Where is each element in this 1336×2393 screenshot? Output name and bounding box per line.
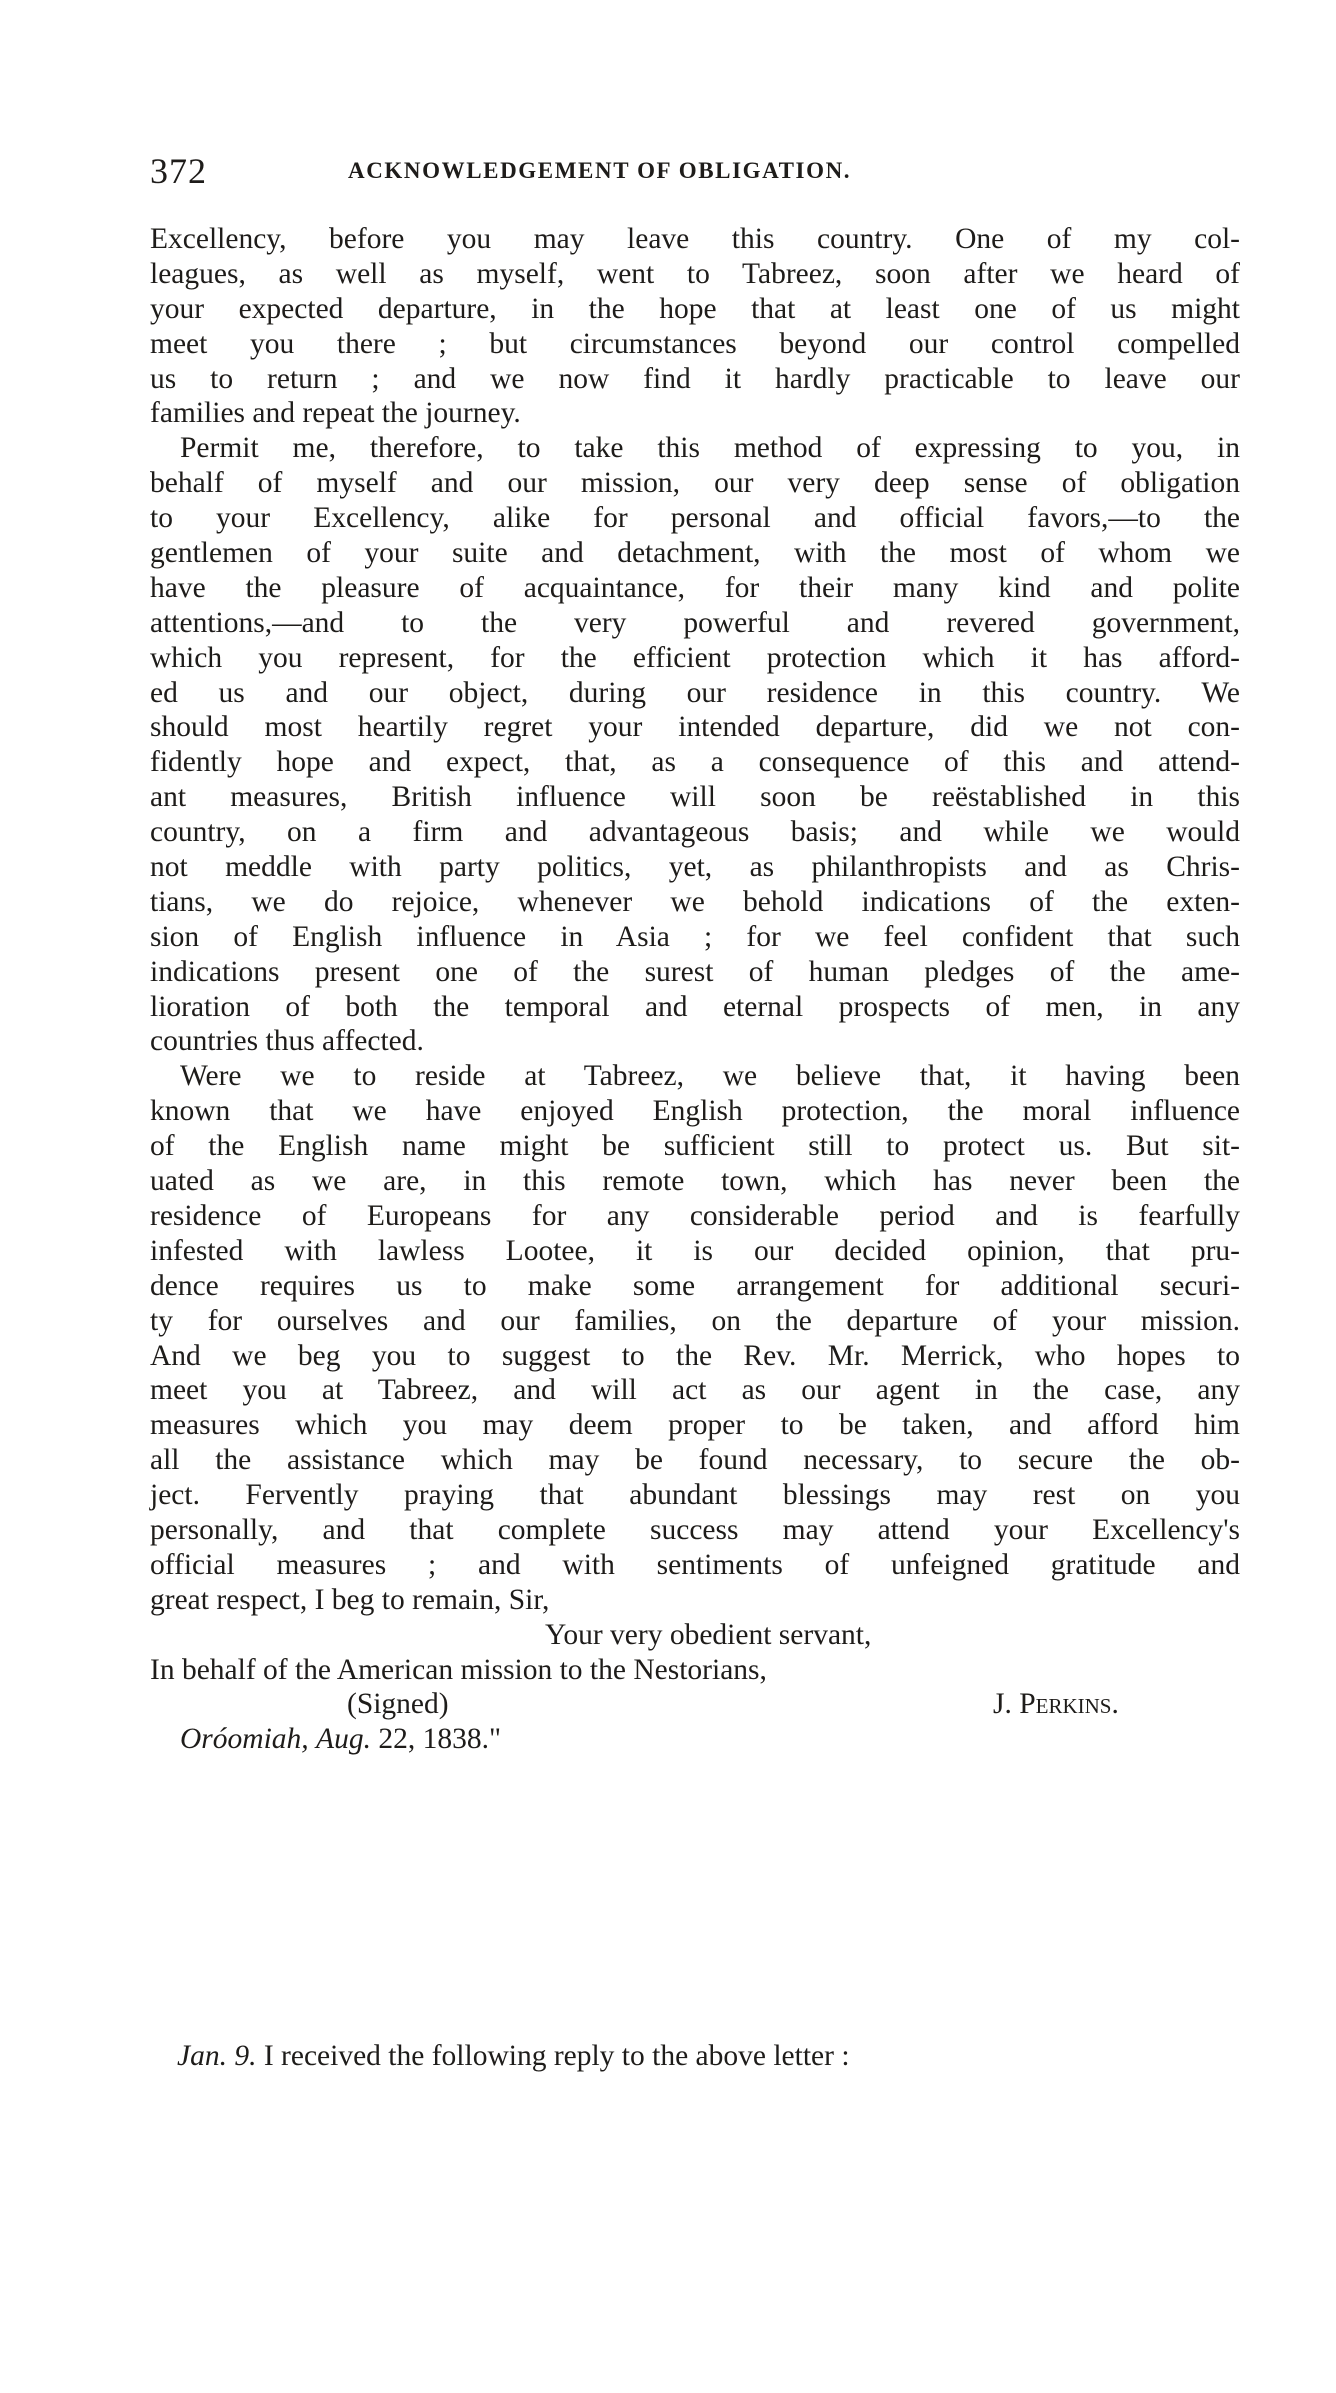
date-month: Aug. — [316, 1723, 371, 1756]
paragraph-start: Permit me, therefore, to take this method of expressing to you, in — [180, 432, 1240, 465]
text-line: sion of English influence in Asia ; for we feel confident that such — [150, 920, 1240, 953]
text-line: of the English name might be sufficient still to protect us. But sit- — [150, 1130, 1240, 1163]
text-line: official measures ; and with sentiments of unfeigned gratitude and — [150, 1548, 1240, 1581]
text-line: countries thus affected. — [150, 1025, 424, 1058]
text-line: your expected departure, in the hope that at least one of us might — [150, 292, 1240, 325]
text-line: gentlemen of your suite and detachment, with the most of whom we — [150, 537, 1240, 570]
text-line: ject. Fervently praying that abundant blessings may rest on you — [150, 1479, 1240, 1512]
closing-salutation: Your very obedient servant, — [545, 1618, 872, 1651]
text-line: great respect, I beg to remain, Sir, — [150, 1583, 550, 1616]
text-line: infested with lawless Lootee, it is our decided opinion, that pru- — [150, 1234, 1240, 1267]
letter-body — [150, 222, 1240, 1757]
text-line: And we beg you to suggest to the Rev. Mr. Merrick, who hopes to — [150, 1339, 1240, 1372]
text-line: attentions,—and to the very powerful and revered government, — [150, 606, 1240, 639]
reply-date: Jan. 9. — [177, 2040, 257, 2072]
text-line: indications present one of the surest of human pledges of the ame- — [150, 955, 1240, 988]
text-line: not meddle with party politics, yet, as philanthropists and as Chris- — [150, 851, 1240, 884]
text-line: country, on a firm and advantageous basis; and while we would — [150, 816, 1240, 849]
text-line: measures which you may deem proper to be taken, and afford him — [150, 1409, 1240, 1442]
text-line: families and repeat the journey. — [150, 397, 521, 430]
text-line: tians, we do rejoice, whenever we behold indications of the exten- — [150, 885, 1240, 918]
signature-row — [150, 1687, 1240, 1722]
text-line: leagues, as well as myself, went to Tabreez, soon after we heard of — [150, 257, 1240, 290]
mission-behalf-line: In behalf of the American mission to the Nestorians, — [150, 1653, 767, 1686]
text-line: personally, and that complete success may attend your Excellency's — [150, 1513, 1240, 1546]
text-line: behalf of myself and our mission, our very deep sense of obligation — [150, 467, 1240, 500]
place-date-line — [150, 1722, 1240, 1757]
text-line: residence of Europeans for any considerable period and is fearfully — [150, 1199, 1240, 1232]
text-line: dence requires us to make some arrangement for additional securi- — [150, 1269, 1240, 1302]
text-line: ant measures, British influence will soon be reëstablished in this — [150, 781, 1240, 814]
text-line: to your Excellency, alike for personal and official favors,—to the — [150, 502, 1240, 535]
signed-label: (Signed) — [347, 1688, 449, 1721]
page-header — [150, 150, 980, 200]
text-line: should most heartily regret your intended departure, did we not con- — [150, 711, 1240, 744]
reply-intro-line — [177, 2039, 850, 2074]
running-title: ACKNOWLEDGEMENT OF OBLIGATION. — [348, 158, 852, 183]
place-name: Oróomiah, — [180, 1723, 309, 1756]
text-line: ty for ourselves and our families, on the departure of your mission. — [150, 1304, 1240, 1337]
text-line: meet you there ; but circumstances beyond our control compelled — [150, 327, 1240, 360]
text-line: uated as we are, in this remote town, which has never been the — [150, 1165, 1240, 1198]
text-line: fidently hope and expect, that, as a consequence of this and attend- — [150, 746, 1240, 779]
text-line: all the assistance which may be found necessary, to secure the ob- — [150, 1444, 1240, 1477]
text-line: lioration of both the temporal and eternal prospects of men, in any — [150, 990, 1240, 1023]
text-line: meet you at Tabreez, and will act as our agent in the case, any — [150, 1374, 1240, 1407]
text-line: which you represent, for the efficient protection which it has afford- — [150, 641, 1240, 674]
date-rest: 22, 1838." — [378, 1723, 501, 1756]
paragraph-start: Were we to reside at Tabreez, we believe that, it having been — [180, 1060, 1240, 1093]
text-line: known that we have enjoyed English protection, the moral influence — [150, 1095, 1240, 1128]
text-line: have the pleasure of acquaintance, for their many kind and polite — [150, 571, 1240, 604]
page-number: 372 — [150, 151, 207, 191]
text-line: Excellency, before you may leave this country. One of my col- — [150, 223, 1240, 255]
signer-name: J. Perkins. — [993, 1688, 1119, 1721]
reply-text: I received the following reply to the above letter : — [263, 2040, 850, 2072]
text-line: ed us and our object, during our residence in this country. We — [150, 676, 1240, 709]
text-line: us to return ; and we now find it hardly practicable to leave our — [150, 362, 1240, 395]
